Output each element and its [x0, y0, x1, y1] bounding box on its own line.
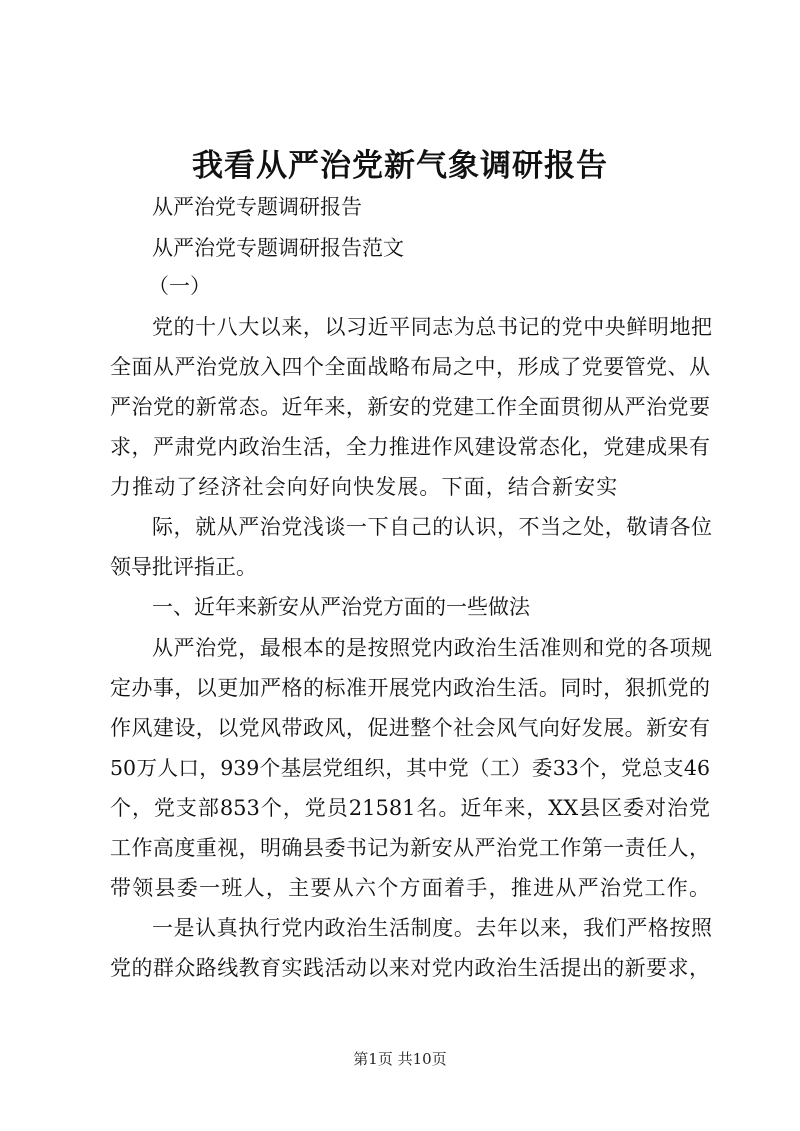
paragraph-line: 一是认真执行党内政治生活制度。去年以来，我们严格按照	[152, 916, 712, 940]
paragraph-line: 求，严肃党内政治生活，全力推进作风建设常态化，党建成果有	[110, 435, 710, 459]
paragraph-line: 党的十八大以来，以习近平同志为总书记的党中央鲜明地把	[152, 315, 712, 339]
paragraph-line: 力推动了经济社会向好向快发展。下面，结合新安实	[110, 475, 619, 499]
paragraph-line: 从严治党，最根本的是按照党内政治生活准则和党的各项规	[152, 636, 712, 660]
paragraph-line: 定办事，以更加严格的标准开展党内政治生活。同时，狠抓党的	[110, 676, 710, 700]
subtitle-line: 从严治党专题调研报告	[152, 195, 362, 219]
paragraph-line: 工作高度重视，明确县委书记为新安从严治党工作第一责任人，	[110, 836, 710, 860]
subtitle-line: 从严治党专题调研报告范文	[152, 236, 404, 260]
paragraph-line: 50万人口，939个基层党组织，其中党（工）委33个，党总支46	[110, 756, 710, 780]
paragraph-line: 领导批评指正。	[110, 555, 257, 579]
paragraph-line: 党的群众路线教育实践活动以来对党内政治生活提出的新要求，	[110, 956, 710, 980]
section-number: （一）	[148, 274, 211, 298]
section-heading: 一、近年来新安从严治党方面的一些做法	[152, 595, 530, 619]
paragraph-line: 全面从严治党放入四个全面战略布局之中，形成了党要管党、从	[110, 355, 710, 379]
paragraph-line: 严治党的新常态。近年来，新安的党建工作全面贯彻从严治党要	[110, 395, 710, 419]
paragraph-line: 个，党支部853个，党员21581名。近年来，XX县区委对治党	[110, 796, 710, 820]
paragraph-line: 带领县委一班人，主要从六个方面着手，推进从严治党工作。	[110, 876, 710, 900]
paragraph-line: 际，就从严治党浅谈一下自己的认识，不当之处，敬请各位	[152, 515, 712, 539]
paragraph-line: 作风建设，以党风带政风，促进整个社会风气向好发展。新安有	[110, 716, 710, 740]
page-footer: 第1页 共10页	[353, 1050, 447, 1068]
document-title: 我看从严治党新气象调研报告	[192, 148, 608, 184]
